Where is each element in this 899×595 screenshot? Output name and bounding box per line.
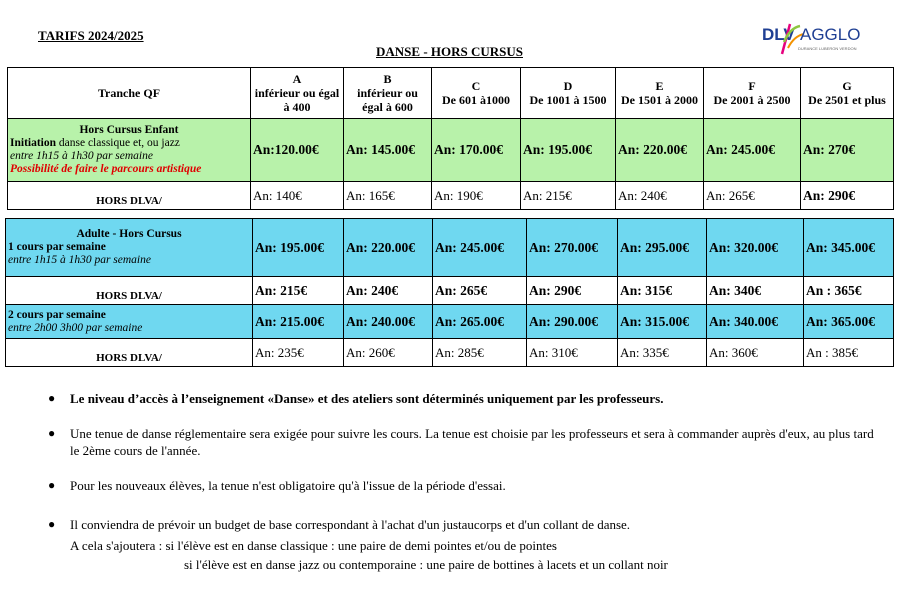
bullet-icon: ● <box>48 517 56 531</box>
logo-caption: DURANCE LUBERON VERDON <box>798 46 857 51</box>
header-col-d: D De 1001 à 1500 <box>521 68 616 119</box>
logo-agglo-text: AGGLO <box>800 25 860 44</box>
enfant-price-b: An: 145.00€ <box>344 119 432 182</box>
enfant-hors-price-e: An: 240€ <box>616 182 704 210</box>
note-3: ● Pour les nouveaux élèves, la tenue n'est obligatoire qu'à l'issue de la période d'essai. <box>48 478 506 493</box>
page-subtitle: DANSE - HORS CURSUS <box>376 44 523 59</box>
note-4: ● Il conviendra de prévoir un budget de base correspondant à l'achat d'un justaucorps et d'un collant de danse. <box>48 517 631 532</box>
enfant-hors-price-a: An: 140€ <box>251 182 344 210</box>
adulte1-hors-price-d: An: 290€ <box>527 277 618 305</box>
adulte1-hors-price-a: An: 215€ <box>253 277 344 305</box>
enfant-price-f: An: 245.00€ <box>704 119 801 182</box>
header-col-b: B inférieur ou égal à 600 <box>344 68 432 119</box>
enfant-price-d: An: 195.00€ <box>521 119 616 182</box>
adulte1-hors-price-e: An: 315€ <box>618 277 707 305</box>
adulte1-price-f: An: 320.00€ <box>707 219 804 277</box>
adulte1-hors-label: HORS DLVA/ <box>6 277 253 305</box>
note-1: ● Le niveau d’accès à l’enseignement «Danse» et des ateliers sont déterminés uniquement par les professeurs. <box>48 391 664 406</box>
adulte2-price-a: An: 215.00€ <box>253 305 344 339</box>
adulte2-hors-price-b: An: 260€ <box>344 339 433 367</box>
header-tranche-qf: Tranche QF <box>8 68 251 119</box>
enfant-hors-label: HORS DLVA/ <box>8 182 251 210</box>
enfant-price-a: An:120.00€ <box>251 119 344 182</box>
adulte1-hors-price-b: An: 240€ <box>344 277 433 305</box>
adulte2-hors-price-d: An: 310€ <box>527 339 618 367</box>
adulte2-price-g: An: 365.00€ <box>804 305 894 339</box>
adulte1-price-d: An: 270.00€ <box>527 219 618 277</box>
table-header-row <box>8 68 894 119</box>
adulte1-price-a: An: 195.00€ <box>253 219 344 277</box>
row-adulte-2 <box>6 305 894 339</box>
adulte1-hors-price-f: An: 340€ <box>707 277 804 305</box>
enfant-hors-price-f: An: 265€ <box>704 182 801 210</box>
adulte2-price-b: An: 240.00€ <box>344 305 433 339</box>
tarif-table-adulte <box>5 218 894 367</box>
adulte2-hors-price-a: An: 235€ <box>253 339 344 367</box>
logo-dlv-text: DLV <box>762 25 795 44</box>
header-col-f: F De 2001 à 2500 <box>704 68 801 119</box>
row-enfant <box>8 119 894 182</box>
adulte2-price-c: An: 265.00€ <box>433 305 527 339</box>
adulte1-hors-price-g: An : 365€ <box>804 277 894 305</box>
adulte2-hors-price-f: An: 360€ <box>707 339 804 367</box>
header-col-g: G De 2501 et plus <box>801 68 894 119</box>
adulte2-price-f: An: 340.00€ <box>707 305 804 339</box>
bullet-icon: ● <box>48 426 56 440</box>
enfant-price-c: An: 170.00€ <box>432 119 521 182</box>
enfant-hors-price-c: An: 190€ <box>432 182 521 210</box>
adulte1-price-g: An: 345.00€ <box>804 219 894 277</box>
enfant-hors-price-b: An: 165€ <box>344 182 432 210</box>
adulte1-price-e: An: 295.00€ <box>618 219 707 277</box>
bullet-icon: ● <box>48 478 56 492</box>
enfant-price-e: An: 220.00€ <box>616 119 704 182</box>
header-col-e: E De 1501 à 2000 <box>616 68 704 119</box>
enfant-hors-price-g: An: 290€ <box>801 182 894 210</box>
adulte2-hors-price-c: An: 285€ <box>433 339 527 367</box>
row-adulte2-hors <box>6 339 894 367</box>
row-adulte1-hors <box>6 277 894 305</box>
note-2: ● Une tenue de danse réglementaire sera exigée pour suivre les cours. La tenue est choisie par les professeurs et sera à commander auprès d'eux, au plus tard le 2ème cours de l'année. <box>48 426 874 458</box>
note-4-continuation-2: si l'élève est en danse jazz ou contemporaine : une paire de bottines à lacets et un collant noir <box>184 557 668 572</box>
header-col-c: C De 601 à1000 <box>432 68 521 119</box>
row-enfant-hors <box>8 182 894 210</box>
adulte1-hors-price-c: An: 265€ <box>433 277 527 305</box>
adulte1-price-b: An: 220.00€ <box>344 219 433 277</box>
dlvagglo-logo <box>760 18 860 58</box>
adulte2-price-d: An: 290.00€ <box>527 305 618 339</box>
bullet-icon: ● <box>48 391 56 405</box>
enfant-hors-price-d: An: 215€ <box>521 182 616 210</box>
row-adulte-1 <box>6 219 894 277</box>
tarif-table-enfant <box>7 67 894 210</box>
adulte2-hors-price-e: An: 335€ <box>618 339 707 367</box>
adulte1-label: Adulte - Hors Cursus 1 cours par semaine entre 1h15 à 1h30 par semaine <box>6 219 253 277</box>
adulte2-label: 2 cours par semaine entre 2h00 3h00 par semaine <box>6 305 253 339</box>
enfant-label: Hors Cursus Enfant Initiation danse classique et, ou jazz entre 1h15 à 1h30 par semaine Possibilité de faire le parcours artistique <box>8 119 251 182</box>
enfant-price-g: An: 270€ <box>801 119 894 182</box>
header-col-a: A inférieur ou égal à 400 <box>251 68 344 119</box>
note-4-continuation: A cela s'ajoutera : si l'élève est en danse classique : une paire de demi pointes et/ou de pointes <box>70 538 557 553</box>
adulte2-hors-price-g: An : 385€ <box>804 339 894 367</box>
adulte2-price-e: An: 315.00€ <box>618 305 707 339</box>
adulte1-price-c: An: 245.00€ <box>433 219 527 277</box>
adulte2-hors-label: HORS DLVA/ <box>6 339 253 367</box>
page-title: TARIFS 2024/2025 <box>38 28 144 43</box>
